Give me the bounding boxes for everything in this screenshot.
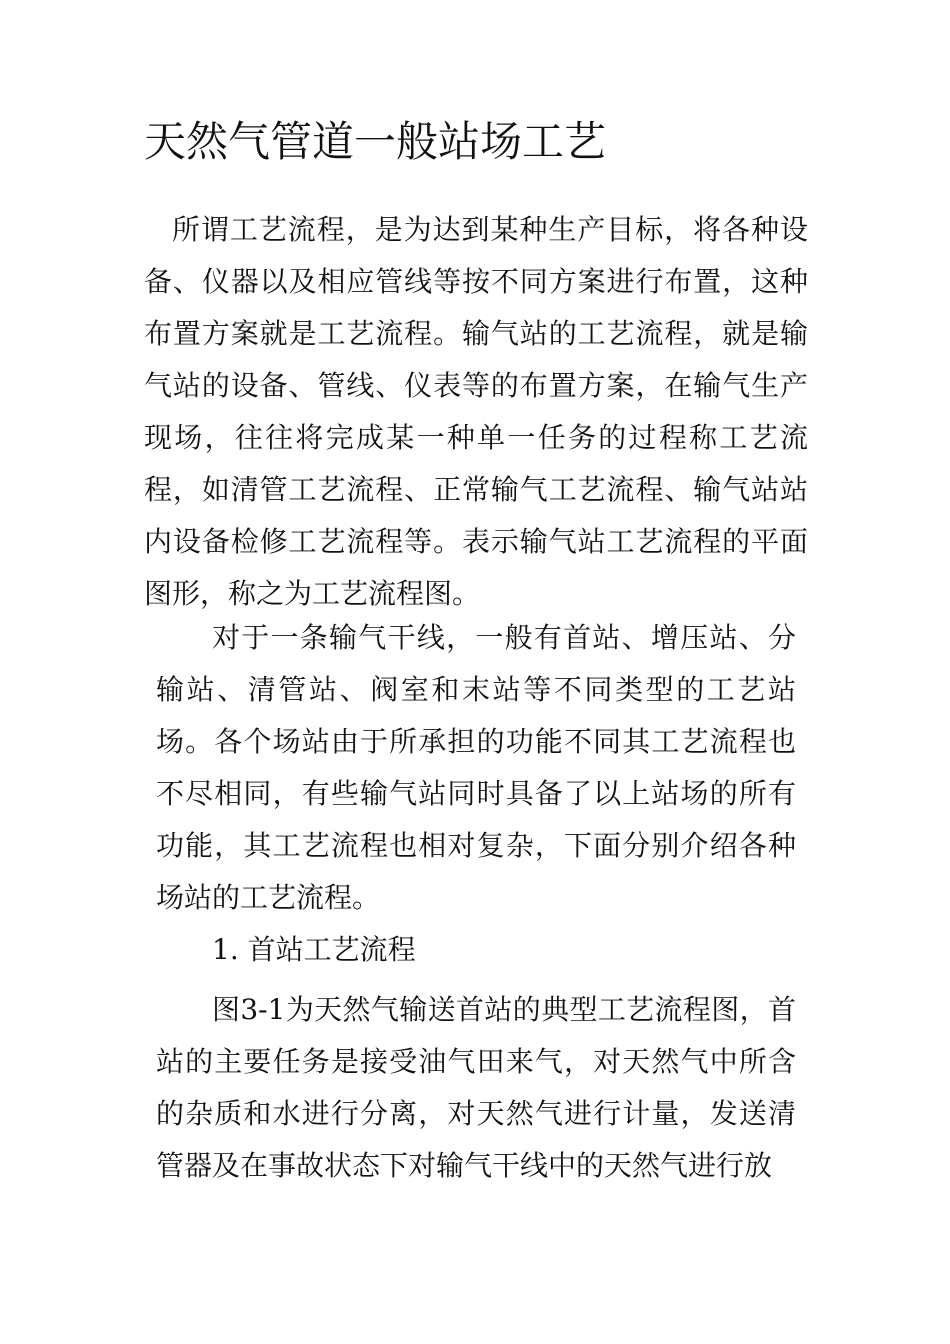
- document-title: 天然气管道一般站场工艺: [144, 117, 607, 166]
- section-heading-first-station: 1. 首站工艺流程: [212, 933, 416, 966]
- paragraph-first-station: 图3-1为天然气输送首站的典型工艺流程图，首站的主要任务是接受油气田来气，对天然气中所含的杂质和水进行分离，对天然气进行计量，发送清管器及在事故状态下对输气干线中的天然气进行放: [156, 993, 796, 1182]
- paragraph-station-types: 对于一条输气干线，一般有首站、增压站、分输站、清管站、阀室和末站等不同类型的工艺站场。各个场站由于所承担的功能不同其工艺流程也不尽相同，有些输气站同时具备了以上站场的所有功能，其工艺流程也相对复杂，下面分别介绍各种场站的工艺流程。: [156, 621, 796, 914]
- paragraph-process-definition: 所谓工艺流程，是为达到某种生产目标，将各种设备、仪器以及相应管线等按不同方案进行布置，这种布置方案就是工艺流程。输气站的工艺流程，就是输气站的设备、管线、仪表等的布置方案，在输气生产现场，往往将完成某一种单一任务的过程称工艺流程，如清管工艺流程、正常输气工艺流程、输气站站内设备检修工艺流程等。表示输气站工艺流程的平面图形，称之为工艺流程图。: [144, 213, 808, 610]
